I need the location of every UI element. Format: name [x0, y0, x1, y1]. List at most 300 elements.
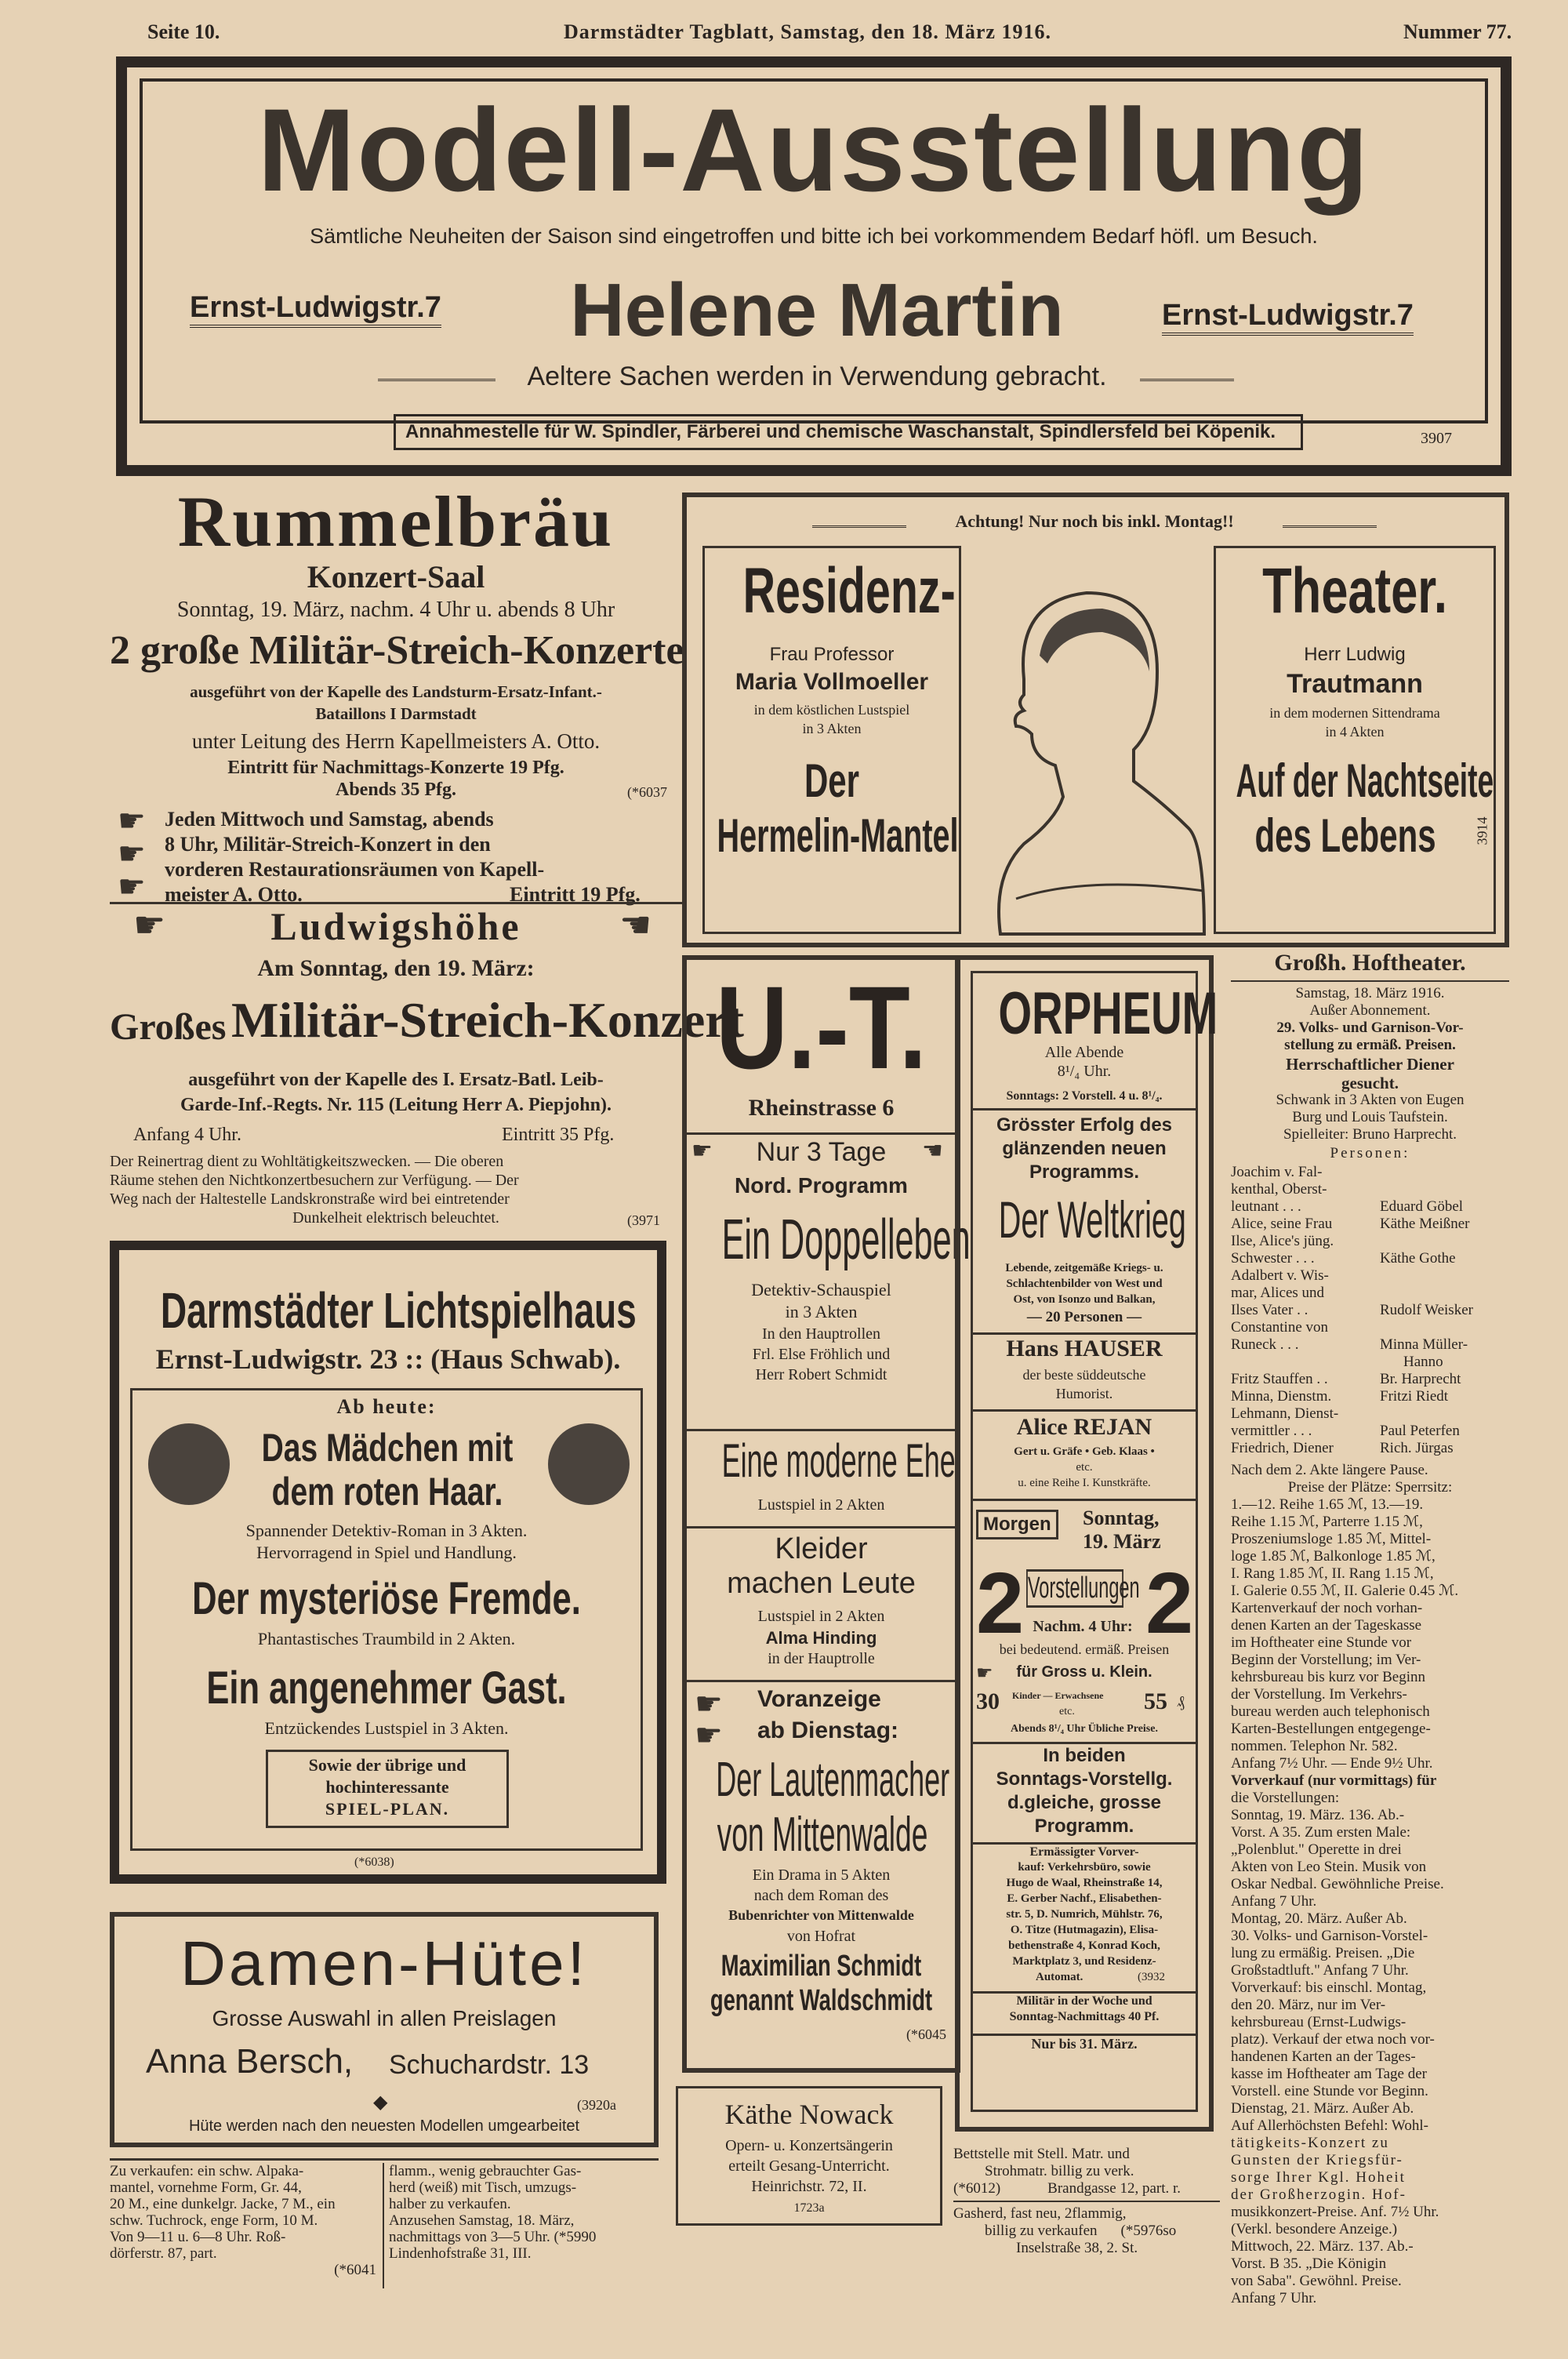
cast-role: Constantine von: [1231, 1319, 1329, 1336]
rummel-weekly: vorderen Restaurationsräumen von Kapell-: [165, 858, 545, 881]
theater-text: in dem modernen Sittendrama: [1269, 705, 1440, 721]
ut-text: nach dem Roman des: [753, 1887, 889, 1904]
lichtspiel-title: Darmstädter Lichtspielhaus: [160, 1282, 637, 1339]
pointing-hand-icon: ☛: [133, 903, 166, 946]
orpheum-morgen: Morgen: [976, 1510, 1058, 1539]
hof-line: denen Karten an der Tageskasse: [1231, 1617, 1422, 1634]
small-ad-line: dörferstr. 87, part.: [110, 2245, 217, 2262]
hof-line: Reihe 1.15 ℳ, Parterre 1.15 ℳ,: [1231, 1514, 1423, 1530]
theater-title: Theater.: [1262, 555, 1447, 627]
ut-ad: [682, 955, 971, 2073]
hof-line: (Verkl. besondere Anzeige.): [1231, 2221, 1398, 2237]
ut-title: U.-T.: [715, 961, 927, 1093]
orpheum-beiden: In beiden: [1043, 1745, 1126, 1766]
divider: [973, 1842, 1196, 1845]
hof-title: Großh. Hoftheater.: [1274, 950, 1466, 976]
ut-text: Ein Drama in 5 Akten: [752, 1866, 891, 1884]
hof-line: Schwank in 3 Akten von Eugen: [1276, 1092, 1465, 1108]
ludwig-big1: Großes: [110, 1006, 227, 1048]
hof-line: „Polenblut." Operette in drei: [1231, 1841, 1402, 1858]
theater-actor: Trautmann: [1287, 669, 1423, 699]
hof-line: Vorverkauf: bis einschl. Montag,: [1231, 1979, 1427, 1996]
small-ad-gasherd-2: [953, 2205, 1220, 2257]
cast-role: Schwester . . .: [1231, 1250, 1315, 1267]
ludwig-note: Der Reinertrag dient zu Wohltätigkeitszwecken. — Die oberen: [110, 1153, 504, 1170]
small-ad-line: Gasherd, fast neu, 2flammig,: [953, 2205, 1127, 2222]
theater-text: in 4 Akten: [1325, 724, 1385, 740]
hof-line: Vorst. A 35. Zum ersten Male:: [1231, 1824, 1411, 1841]
ut-text: in der Hauptrolle: [768, 1650, 875, 1667]
portrait-illustration: [969, 546, 1204, 934]
lichtspiel-text: Spannender Detektiv-Roman in 3 Akten.: [245, 1521, 528, 1540]
hof-line: Großstadtluft." Anfang 7 Uhr.: [1231, 1962, 1409, 1979]
hof-line: Akten von Leo Stein. Musik von: [1231, 1859, 1427, 1875]
cast-actor: Käthe Meißner: [1380, 1216, 1470, 1232]
lichtspiel-ad: [110, 1241, 666, 1884]
ut-text: Lustspiel in 2 Akten: [757, 1496, 885, 1514]
orpheum-vorverkauf: Ermässigter Vorver-: [1029, 1845, 1139, 1859]
orpheum-beiden: Programm.: [1034, 1816, 1134, 1837]
divider: [378, 379, 495, 381]
hof-line: Außer Abonnement.: [1309, 1002, 1431, 1019]
orpheum-two-right: 2: [1145, 1555, 1194, 1652]
orpheum-vorverkauf: Marktplatz 3, und Residenz-: [1012, 1955, 1156, 1968]
ut-text: Lustspiel in 2 Akten: [757, 1608, 885, 1625]
modell-code: 3907: [1421, 430, 1452, 447]
orpheum-hauser-text: Humorist.: [1055, 1386, 1113, 1401]
cast-role: Minna, Dienstm.: [1231, 1388, 1332, 1405]
orpheum-vorstellungen: Vorstellungen: [1026, 1569, 1123, 1608]
small-ad-line: schw. Tuchrock, enge Form, 10 M.: [110, 2212, 318, 2229]
small-ad-code: (*6012): [953, 2180, 1001, 2197]
hof-line: Montag, 20. März. Außer Ab.: [1231, 1910, 1407, 1927]
orpheum-hauser: Hans HAUSER: [1006, 1336, 1163, 1361]
hof-line: kehrsbureau bis kurz vor Beginn: [1231, 1669, 1425, 1685]
damen-name: Anna Bersch,: [146, 2042, 354, 2081]
lichtspiel-film: Das Mädchen mit: [261, 1426, 514, 1470]
pointing-hand-icon: ☛: [976, 1662, 993, 1684]
ludwig-big2: Militär-Streich-Konzert: [231, 992, 744, 1048]
small-ad-gasherd: [389, 2163, 659, 2262]
hof-line: platz). Verkauf der etwa noch vor-: [1231, 2031, 1435, 2048]
orpheum-rejan-text: etc.: [1076, 1461, 1093, 1474]
nowack-code: 1723a: [793, 2201, 825, 2215]
hof-line: I. Galerie 0.55 ℳ, II. Galerie 0.45 ℳ.: [1231, 1583, 1459, 1599]
ludwig-note: Weg nach der Haltestelle Landskronstraße wird bei eintretender: [110, 1190, 510, 1208]
hof-line: Nach dem 2. Akte längere Pause.: [1231, 1462, 1428, 1478]
ut-film: Eine moderne Ehe: [721, 1434, 956, 1487]
theater-play: des Lebens: [1254, 809, 1436, 862]
orpheum-militaer: Militär in der Woche und: [1016, 1994, 1152, 2008]
hof-line: Preise der Plätze: Sperrsitz:: [1287, 1479, 1453, 1496]
hof-line: stellung zu ermäß. Preisen.: [1284, 1037, 1456, 1053]
pointing-hand-icon: ☛: [691, 1137, 713, 1165]
orpheum-vorverkauf: kauf: Verkehrsbüro, sowie: [1018, 1861, 1151, 1874]
hof-line: Herrschaftlicher Diener: [1286, 1055, 1454, 1074]
orpheum-title: ORPHEUM: [998, 980, 1218, 1047]
residenz-actress: Maria Vollmoeller: [735, 669, 929, 695]
small-ad-line: [953, 2180, 1220, 2197]
damen-code: (3920a: [577, 2097, 616, 2113]
orpheum-vorverkauf: bethenstraße 4, Konrad Koch,: [1008, 1939, 1160, 1952]
divider: [812, 525, 906, 528]
small-ad-line: Inselstraße 38, 2. St.: [1016, 2240, 1138, 2256]
orpheum-kinder: Kinder — Erwachsene: [1012, 1690, 1104, 1701]
damen-sub: Grosse Auswahl in allen Preislagen: [212, 2006, 557, 2030]
small-ad-line: nachmittags von 3—5 Uhr. (*5990: [389, 2229, 597, 2245]
ut-voranzeige: Voranzeige: [757, 1686, 881, 1712]
hof-line: Spielleiter: Bruno Harprecht.: [1283, 1126, 1457, 1143]
ut-text: Frl. Else Fröhlich und: [752, 1346, 891, 1363]
cast-role: vermittler . . .: [1231, 1423, 1312, 1439]
hof-line: handenen Karten an der Tages-: [1231, 2048, 1416, 2065]
theater-code: 3914: [1474, 816, 1490, 845]
ut-text: Herr Robert Schmidt: [755, 1366, 887, 1383]
orpheum-times: Alle Abende: [1044, 1044, 1124, 1061]
issue-number: Nummer 77.: [1403, 20, 1512, 43]
divider: [973, 1742, 1196, 1744]
orpheum-bei: bei bedeutend. ermäß. Preisen: [999, 1641, 1170, 1657]
ut-code: (*6045: [906, 2026, 946, 2042]
ut-film: machen Leute: [727, 1567, 916, 1600]
hof-line: im Hoftheater eine Stunde vor: [1231, 1634, 1412, 1651]
orpheum-vorverkauf: str. 5, D. Numrich, Mühlstr. 76,: [1006, 1908, 1163, 1921]
damen-hute-ad: [110, 1912, 659, 2147]
residenz-title: Residenz-: [742, 555, 956, 627]
orpheum-success: Grösster Erfolg des: [996, 1114, 1173, 1136]
pointing-hand-icon: ☚: [619, 903, 652, 946]
ludwig-ad: [110, 903, 744, 1241]
newspaper-header: Darmstädter Tagblatt, Samstag, den 18. März 1916.: [564, 20, 1051, 43]
rummel-headline: 2 große Militär-Streich-Konzerte: [110, 628, 684, 673]
orpheum-war: Der Weltkrieg: [998, 1190, 1186, 1249]
modell-title: Modell-Ausstellung: [257, 84, 1370, 216]
residenz-prof: Frau Professor: [769, 644, 895, 665]
cast-role: Friedrich, Diener: [1231, 1440, 1334, 1456]
ut-text: Alma Hinding: [765, 1628, 877, 1648]
small-ad-line: mantel, vornehme Form, Gr. 44,: [110, 2179, 302, 2196]
hof-line: von Saba". Gewöhnl. Preise.: [1231, 2273, 1402, 2289]
cast-actor: Rudolf Weisker: [1380, 1302, 1473, 1318]
orpheum-vorverkauf: E. Gerber Nachf., Elisabethen-: [1007, 1892, 1162, 1905]
ut-text: Maximilian Schmidt: [720, 1950, 922, 1983]
ludwig-start: Anfang 4 Uhr.: [133, 1125, 241, 1145]
small-ad-code: (*5976so: [1120, 2223, 1177, 2239]
hof-line: Gunsten der Kriegsfür-: [1231, 2152, 1403, 2168]
divider: [953, 2201, 1220, 2202]
hof-line: den 20. März, nur im Ver-: [1231, 1997, 1386, 2013]
ludwig-date: Am Sonntag, den 19. März:: [257, 955, 535, 981]
lichtspiel-plan: hochinteressante: [325, 1777, 449, 1797]
hof-line: I. Rang 1.85 ℳ, II. Rang 1.15 ℳ,: [1231, 1565, 1434, 1582]
hof-line: Burg und Louis Taufstein.: [1292, 1109, 1448, 1125]
hof-line: der Großherzogin. Hof-: [1231, 2186, 1406, 2203]
rummel-code: (*6037: [627, 784, 667, 800]
orpheum-success: Programms.: [1029, 1161, 1140, 1183]
small-ad-line: herd (weiß) mit Tisch, umzugs-: [389, 2179, 577, 2196]
nowack-ad: [676, 2086, 942, 2226]
cast-actor: Fritzi Riedt: [1380, 1388, 1449, 1405]
orpheum-nur: Nur bis 31. März.: [973, 2034, 1196, 2052]
divider: [1140, 379, 1234, 381]
ut-street: Rheinstrasse 6: [748, 1095, 895, 1121]
residenz-play: Hermelin-Mantel: [717, 809, 959, 862]
hof-line: Vorst. B 35. „Die Königin: [1231, 2255, 1387, 2272]
cast-role: Adalbert v. Wis-: [1231, 1267, 1329, 1284]
hof-line: 30. Volks- und Garnison-Vorstel-: [1231, 1928, 1428, 1944]
hof-line: Personen:: [1330, 1145, 1410, 1161]
ut-text: von Hofrat: [786, 1928, 856, 1945]
pointing-hand-icon: ☛: [118, 836, 146, 872]
film-reel-icon: [148, 1423, 230, 1505]
page-number: Seite 10.: [147, 20, 220, 43]
lichtspiel-plan: Sowie der übrige und: [308, 1755, 466, 1775]
rummel-weekly: Jeden Mittwoch und Samstag, abends: [165, 808, 494, 831]
modell-ad: [116, 56, 1512, 476]
ut-text: Bubenrichter von Mittenwalde: [728, 1907, 914, 1923]
orpheum-war-text: — 20 Personen —: [1026, 1309, 1142, 1325]
hof-line: Vorstell. eine Stunde vor Beginn.: [1231, 2083, 1428, 2099]
cast-list: [1231, 1164, 1509, 1462]
modell-note: Aeltere Sachen werden in Verwendung gebracht.: [527, 362, 1107, 391]
hof-line: Beginn der Vorstellung; im Ver-: [1231, 1652, 1421, 1668]
ut-days: Nur 3 Tage: [756, 1137, 887, 1167]
divider: [1283, 525, 1377, 528]
small-ad-line: Bettstelle mit Stell. Matr. und: [953, 2146, 1130, 2162]
cast-role: Alice, seine Frau: [1231, 1216, 1333, 1232]
ut-text: Detektiv-Schauspiel: [751, 1280, 891, 1299]
cast-role: kenthal, Oberst-: [1231, 1181, 1327, 1198]
modell-address-left: Ernst-Ludwigstr.7: [190, 291, 441, 328]
small-ad-line: flamm., wenig gebrauchter Gas-: [389, 2163, 582, 2179]
nowack-name: Käthe Nowack: [724, 2099, 894, 2130]
orpheum-rejan-text: Gert u. Gräfe • Geb. Klaas •: [1014, 1445, 1155, 1458]
orpheum-war-text: Schlachtenbilder von West und: [1006, 1278, 1163, 1290]
hof-line: Anfang 7 Uhr.: [1231, 1893, 1317, 1910]
residenz-ad: [682, 493, 1509, 947]
ludwig-code: (3971: [627, 1212, 660, 1228]
pointing-hand-icon: ☛: [695, 1717, 723, 1754]
orpheum-times: 8¹/₄ Uhr.: [1057, 1063, 1112, 1080]
lichtspiel-plan: SPIEL-PLAN.: [325, 1799, 450, 1819]
nowack-line: erteilt Gesang-Unterricht.: [728, 2157, 890, 2175]
small-ad-line: Anzusehen Samstag, 18. März,: [389, 2212, 575, 2229]
theater-herr: Herr Ludwig: [1304, 644, 1406, 665]
nowack-line: Heinrichstr. 72, II.: [751, 2178, 867, 2195]
small-ad-line: 20 M., eine dunkelgr. Jacke, 7 M., ein: [110, 2196, 336, 2212]
rummel-line: Eintritt für Nachmittags-Konzerte 19 Pfg.: [227, 758, 564, 778]
rummel-weekly: meister A. Otto.: [165, 883, 303, 906]
orpheum-rejan: Alice REJAN: [1016, 1414, 1152, 1440]
pointing-hand-icon: ☛: [695, 1686, 723, 1722]
orpheum-gross: für Gross u. Klein.: [1016, 1663, 1152, 1681]
hoftheater-column: [1231, 949, 1509, 2306]
theater-right-panel: [1214, 546, 1496, 934]
damen-foot: Hüte werden nach den neuesten Modellen umgearbeitet: [188, 2117, 580, 2135]
hof-line: Proszeniumsloge 1.85 ℳ, Mittel-: [1231, 1531, 1432, 1547]
modell-name: Helene Martin: [570, 268, 1064, 352]
hof-line: loge 1.85 ℳ, Balkonloge 1.85 ℳ,: [1231, 1548, 1436, 1565]
cast-role: Fritz Stauffen . .: [1231, 1371, 1328, 1387]
lichtspiel-film: Ein angenehmer Gast.: [206, 1663, 567, 1714]
hof-line: kasse im Hoftheater am Tage der: [1231, 2066, 1427, 2082]
small-ad-address: Brandgasse 12, part. r.: [1047, 2180, 1181, 2197]
residenz-text: in dem köstlichen Lustspiel: [753, 702, 910, 718]
ludwig-entry: Eintritt 35 Pfg.: [502, 1125, 615, 1145]
rummel-line: Abends 35 Pfg.: [335, 780, 457, 800]
hof-line: Dienstag, 21. März. Außer Ab.: [1231, 2100, 1414, 2117]
residenz-banner: Achtung! Nur noch bis inkl. Montag!!: [955, 511, 1234, 531]
cast-actor: Minna Müller-: [1380, 1336, 1468, 1353]
orpheum-price-55: 55: [1144, 1688, 1167, 1714]
hof-line: Anfang 7½ Uhr. — Ende 9½ Uhr.: [1231, 1755, 1433, 1772]
small-ad-text: billig zu verkaufen: [985, 2223, 1098, 2239]
cast-role: leutnant . . .: [1231, 1198, 1301, 1215]
orpheum-etc: etc.: [1059, 1706, 1075, 1717]
ut-text: In den Hauptrollen: [761, 1325, 881, 1343]
ut-voranzeige: ab Dienstag:: [757, 1717, 899, 1743]
rummel-title: Rummelbräu: [177, 482, 615, 562]
hof-line: die Vorstellungen:: [1231, 1790, 1340, 1806]
hof-line: 29. Volks- und Garnison-Vor-: [1276, 1020, 1464, 1036]
cast-role: Lehmann, Dienst-: [1231, 1405, 1339, 1422]
film-reel-icon: [548, 1423, 630, 1505]
hof-line: Anfang 7 Uhr.: [1231, 2290, 1317, 2306]
modell-subtitle: Sämtliche Neuheiten der Saison sind eingetroffen und bitte ich bei vorkommendem Bedarf höfl. um Besuch.: [310, 224, 1318, 248]
divider: [110, 2158, 659, 2161]
ludwig-title: Ludwigshöhe: [270, 904, 521, 948]
orpheum-maerz: 19. März: [1083, 1530, 1161, 1553]
cast-actor: Hanno: [1403, 1354, 1443, 1370]
hof-line: tätigkeits-Konzert zu: [1231, 2135, 1389, 2151]
divider: [973, 1499, 1196, 1501]
orpheum-sonntag: Sonntag,: [1083, 1507, 1160, 1529]
ut-film: Ein Doppelleben: [721, 1209, 971, 1271]
orpheum-nachm: Nachm. 4 Uhr:: [1033, 1618, 1133, 1635]
orpheum-vorverkauf: O. Titze (Hutmagazin), Elisa-: [1010, 1924, 1159, 1936]
cast-actor: Paul Peterfen: [1380, 1423, 1460, 1439]
diamond-icon: ◆: [373, 2092, 388, 2113]
ut-text: genannt Waldschmidt: [710, 1984, 933, 2017]
residenz-text: in 3 Akten: [802, 721, 862, 736]
rummel-line: Bataillons I Darmstadt: [315, 704, 477, 723]
hof-line: nommen. Telephon Nr. 582.: [1231, 1738, 1398, 1754]
hof-line: 1.—12. Reihe 1.65 ℳ, 13.—19.: [1231, 1496, 1424, 1513]
lichtspiel-ab: Ab heute:: [336, 1395, 437, 1418]
orpheum-price-30: 30: [976, 1688, 1000, 1714]
hof-line: Kartenverkauf der noch vorhan-: [1231, 1600, 1423, 1616]
small-ad-line: Lindenhofstraße 31, III.: [389, 2245, 532, 2262]
small-ad-bettstelle: [953, 2146, 1220, 2197]
lichtspiel-text: Entzückendes Lustspiel in 3 Akten.: [264, 1718, 509, 1738]
cast-actor: Rich. Jürgas: [1380, 1440, 1454, 1456]
orpheum-ad: [955, 955, 1218, 2132]
lichtspiel-code: (*6038): [354, 1856, 394, 1869]
cast-role: Ilses Vater . .: [1231, 1302, 1308, 1318]
cast-role: Joachim v. Fal-: [1231, 1164, 1323, 1180]
nowack-line: Opern- u. Konzertsängerin: [725, 2137, 893, 2154]
hof-body: [1231, 1462, 1509, 2307]
orpheum-sonntags: Sonntags: 2 Vorstell. 4 u. 8¹/₄.: [1006, 1089, 1163, 1103]
residenz-play: Der: [804, 754, 860, 807]
pointing-hand-icon: ☚: [922, 1137, 943, 1165]
divider: [687, 1429, 956, 1431]
orpheum-vorverkauf: Automat.: [1036, 1971, 1083, 1983]
small-ad-line: Strohmatr. billig zu verk.: [985, 2163, 1134, 2179]
damen-address: Schuchardstr. 13: [389, 2050, 590, 2080]
divider: [1231, 980, 1509, 982]
hof-line: gesucht.: [1341, 1074, 1399, 1092]
rummel-date: Sonntag, 19. März, nachm. 4 Uhr u. abends 8 Uhr: [176, 598, 615, 622]
ludwig-note: Räume stehen den Nichtkonzertbesuchern zur Verfügung. — Der: [110, 1172, 519, 1189]
ludwig-note: Dunkelheit elektrisch beleuchtet.: [292, 1209, 499, 1227]
hof-line: Sonntag, 19. März. 136. Ab.-: [1231, 1807, 1405, 1823]
damen-title: Damen-Hüte!: [180, 1928, 588, 1998]
hof-line: lung zu ermäßig. Preisen. „Die: [1231, 1945, 1415, 1961]
hof-line: Auf Allerhöchsten Befehl: Wohl-: [1231, 2117, 1428, 2134]
orpheum-success: glänzenden neuen: [1002, 1138, 1167, 1159]
hof-line: sorge Ihrer Kgl. Hoheit: [1231, 2169, 1406, 2186]
ut-film: Kleider: [775, 1532, 868, 1565]
hof-line: Vorverkauf (nur vormittags) für: [1231, 1772, 1437, 1789]
divider: [687, 1680, 956, 1682]
orpheum-war-text: Lebende, zeitgemäße Kriegs- u.: [1005, 1262, 1163, 1274]
orpheum-beiden: Sonntags-Vorstellg.: [996, 1768, 1173, 1790]
ut-text: in 3 Akten: [785, 1302, 858, 1321]
lichtspiel-program-box: [130, 1388, 643, 1851]
lichtspiel-text: Hervorragend in Spiel und Handlung.: [256, 1543, 517, 1562]
cast-role: Runeck . . .: [1231, 1336, 1299, 1353]
hof-line: Samstag, 18. März 1916.: [1295, 985, 1445, 1001]
cast-actor: Br. Harprecht: [1380, 1371, 1461, 1387]
small-ad-code: (*6041: [334, 2262, 376, 2278]
hof-line: Karten-Bestellungen entgegenge-: [1231, 1721, 1431, 1737]
orpheum-war-text: Ost, von Isonzo und Balkan,: [1013, 1293, 1156, 1306]
cast-actor: Eduard Göbel: [1380, 1198, 1464, 1215]
divider: [973, 1108, 1196, 1110]
divider: [973, 1409, 1196, 1412]
modell-annahme: Annahmestelle für W. Spindler, Färberei und chemische Waschanstalt, Spindlersfeld bei Köpenik.: [394, 414, 1303, 450]
pointing-hand-icon: ☛: [118, 803, 146, 839]
hof-line: bureau werden auch telephonisch: [1231, 1703, 1430, 1720]
small-ad-alpaka: [110, 2163, 376, 2278]
ut-program: Nord. Programm: [735, 1173, 908, 1198]
lichtspiel-film: Der mysteriöse Fremde.: [192, 1573, 581, 1624]
lichtspiel-text: Phantastisches Traumbild in 2 Akten.: [257, 1629, 516, 1648]
small-ad-line: Von 9—11 u. 6—8 Uhr. Roß-: [110, 2229, 286, 2245]
orpheum-two-left: 2: [976, 1555, 1025, 1652]
orpheum-militaer: Sonntag-Nachmittags 40 Pf.: [1009, 2010, 1160, 2023]
residenz-left-panel: [702, 546, 961, 934]
orpheum-rejan-text: u. eine Reihe I. Kunstkräfte.: [1018, 1477, 1151, 1489]
ut-film: von Mittenwalde: [717, 1808, 928, 1862]
rummel-sub: Konzert-Saal: [307, 559, 485, 594]
hof-line: Mittwoch, 22. März. 137. Ab.-: [1231, 2238, 1414, 2255]
lichtspiel-plan-box: [266, 1750, 509, 1828]
orpheum-beiden: d.gleiche, grosse: [1007, 1792, 1162, 1813]
rummel-line: unter Leitung des Herrn Kapellmeisters A. Otto.: [191, 729, 601, 753]
divider: [973, 1991, 1196, 1994]
divider: [973, 1332, 1196, 1335]
hof-line: kehrsbureau (Ernst-Ludwigs-: [1231, 2014, 1406, 2030]
orpheum-vorverkauf: Hugo de Waal, Rheinstraße 14,: [1006, 1877, 1163, 1889]
cast-actor: Käthe Gothe: [1380, 1250, 1456, 1267]
orpheum-hauser-text: der beste süddeutsche: [1022, 1367, 1146, 1383]
rummel-entry: Eintritt 19 Pfg.: [510, 883, 641, 906]
orpheum-inner: [971, 971, 1218, 2112]
cast-role: Ilse, Alice's jüng.: [1231, 1233, 1334, 1249]
cast-role: mar, Alices und: [1231, 1285, 1325, 1301]
